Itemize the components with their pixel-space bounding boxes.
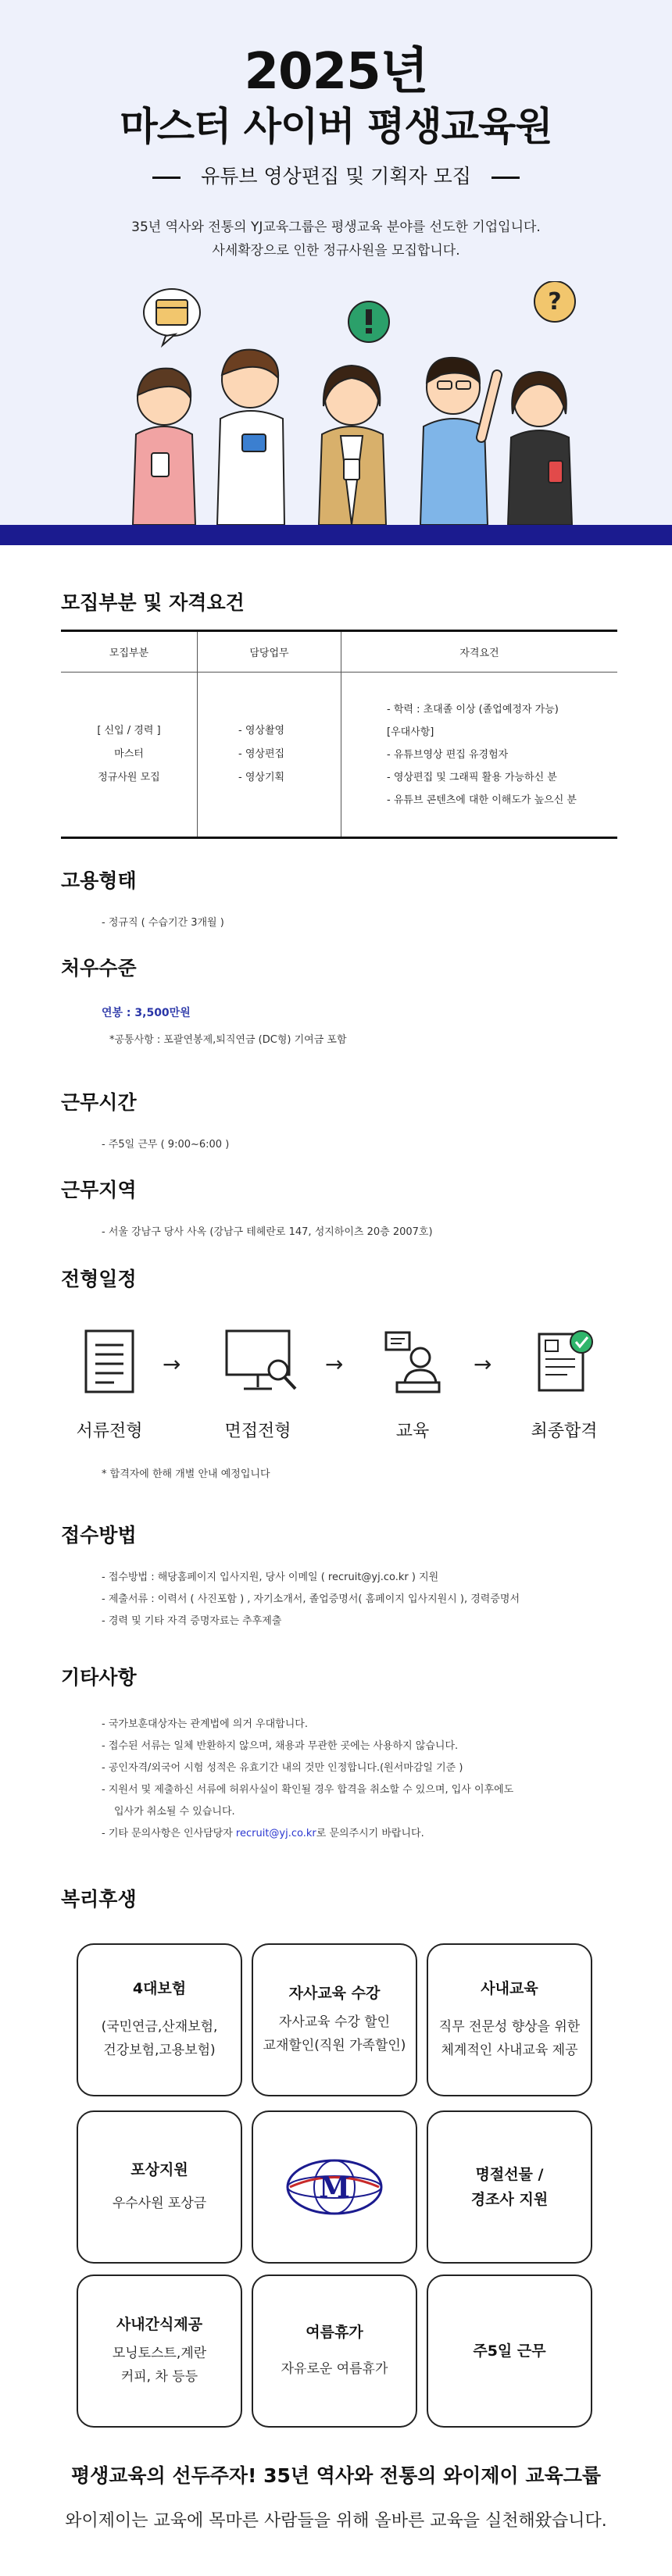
duty-item: - 영상촬영 xyxy=(238,725,285,737)
svg-text:?: ? xyxy=(548,288,562,316)
step-label-final: 최종합격 xyxy=(531,1422,598,1441)
division-line: [ 신입 / 경력 ] xyxy=(97,725,161,737)
document-icon xyxy=(78,1326,141,1397)
step-label-interview: 면접전형 xyxy=(224,1422,291,1441)
misc-line: - 국가보훈대상자는 관계법에 의거 우대합니다. xyxy=(102,1718,308,1730)
benefit-text-line: (국민연금,산재보험, xyxy=(101,2019,218,2035)
section-title-location: 근무지역 xyxy=(61,1179,137,1201)
table-header-cell: 자격요건 xyxy=(459,648,499,659)
benefit-title-line: 명절선물 / xyxy=(475,2166,544,2183)
process-arrow: → xyxy=(474,1351,492,1377)
location-text: - 서울 강남구 당사 사옥 (강남구 테헤란로 147, 성지하이츠 20층 2007호) xyxy=(102,1226,433,1238)
benefit-title: 포상지원 xyxy=(130,2161,188,2178)
division-cell xyxy=(61,673,198,837)
person-1 xyxy=(133,369,195,525)
footer-headline: 평생교육의 선두주자! 35년 역사와 전통의 와이제이 교육그룹 xyxy=(70,2464,601,2487)
hero-subtitle-text: 유튜브 영상편집 및 기획자 모집 xyxy=(201,165,471,187)
benefit-text-line: 교재할인(직원 가족할인) xyxy=(263,2038,406,2053)
person-4 xyxy=(420,358,497,525)
exclamation-bubble-icon xyxy=(349,301,389,342)
benefit-text xyxy=(113,2342,206,2389)
benefit-card-holiday xyxy=(427,2110,592,2264)
step-label-training: 교육 xyxy=(395,1422,430,1441)
section-title-employment: 고용형태 xyxy=(61,869,137,892)
benefit-text-line: 커피, 차 등등 xyxy=(120,2369,198,2385)
benefit-text-line: 모닝토스트,계란 xyxy=(112,2346,207,2361)
apply-line: - 제출서류 : 이력서 ( 사진포함 ) , 자기소개서, 졸업증명서( 홈페이지 입사지원시 ), 경력증명서 xyxy=(102,1593,520,1605)
benefit-title: 여름휴가 xyxy=(306,2324,363,2341)
benefit-card-five-day xyxy=(427,2275,592,2428)
benefit-text-line: 자사교육 수강 할인 xyxy=(278,2014,391,2030)
hero-description xyxy=(0,216,672,262)
person-5 xyxy=(508,372,572,525)
misc-contact-suffix: 로 문의주시기 바랍니다. xyxy=(316,1828,424,1839)
person-2 xyxy=(217,350,284,525)
duties-cell xyxy=(198,673,341,837)
benefit-text-line: 직무 전문성 향상을 위한 xyxy=(438,2019,581,2035)
benefit-text xyxy=(263,2010,406,2057)
section-title-hours: 근무시간 xyxy=(61,1091,137,1114)
benefit-text-line: 체계적인 사내교육 제공 xyxy=(441,2043,578,2058)
requirement-item: [우대사항] xyxy=(387,726,434,738)
requirements-cell xyxy=(341,673,617,837)
salary-note: *공통사항 : 포괄연봉제,퇴직연금 (DC형) 기여금 포함 xyxy=(109,1034,347,1046)
benefit-text: 우수사원 포상금 xyxy=(112,2196,207,2211)
certificate-check-icon xyxy=(533,1326,595,1397)
misc-contact-prefix: - 기타 문의사항은 인사담당자 xyxy=(102,1828,236,1839)
process-arrow: → xyxy=(163,1351,181,1377)
calendar-bubble-icon xyxy=(144,289,200,345)
hero-org-title: 마스터 사이버 평생교육원 xyxy=(120,104,552,149)
dash-right xyxy=(491,177,520,179)
apply-line: - 접수방법 : 해당홈페이지 입사지원, 당사 이메일 ( recruit@yj.co.kr ) 지원 xyxy=(102,1572,439,1583)
table-header-cell: 모집부분 xyxy=(61,632,198,672)
requirement-item: - 유튜브영상 편집 유경험자 xyxy=(387,748,509,761)
section-title-benefits: 복리후생 xyxy=(61,1888,137,1911)
logo-letter: M xyxy=(319,2171,350,2204)
misc-line: 입사가 취소될 수 있습니다. xyxy=(114,1806,235,1818)
misc-line: - 접수된 서류는 일체 반환하지 않으며, 채용과 무관한 곳에는 사용하지 않습니다. xyxy=(102,1740,459,1752)
hero-year: 2025년 xyxy=(244,43,428,101)
benefit-card-training xyxy=(427,1943,592,2096)
section-title-recruit: 모집부분 및 자격요건 xyxy=(61,591,245,614)
section-title-misc: 기타사항 xyxy=(61,1666,137,1689)
hero-desc-line-1: 35년 역사와 전통의 YJ교육그룹은 평생교육 분야를 선도한 기업입니다. xyxy=(131,219,541,235)
misc-line: - 지원서 및 제출하신 서류에 허위사실이 확인될 경우 합격을 취소할 수 있으며, 입사 이후에도 xyxy=(102,1784,514,1796)
misc-line: - 공인자격/외국어 시험 성적은 유효기간 내의 것만 인정합니다.(원서마감일 기준 ) xyxy=(102,1762,463,1774)
contact-email-link[interactable]: recruit@yj.co.kr xyxy=(235,1828,316,1839)
table-header-cell: 담당업무 xyxy=(198,632,341,672)
dash-left xyxy=(152,177,181,179)
benefit-text-line: 건강보험,고용보험) xyxy=(103,2043,216,2058)
table-row xyxy=(61,673,617,837)
hero-banner xyxy=(0,0,672,525)
benefit-card-reward xyxy=(77,2110,242,2264)
benefit-title: 주5일 근무 xyxy=(473,2342,546,2360)
hero-desc-line-2: 사세확장으로 인한 정규사원을 모집합니다. xyxy=(212,243,460,259)
table-header-row xyxy=(61,632,617,673)
question-bubble-icon xyxy=(534,281,575,322)
process-arrow: → xyxy=(325,1351,344,1377)
requirement-item: - 학력 : 초대졸 이상 (졸업예정자 가능) xyxy=(387,703,559,715)
hero-subtitle xyxy=(0,161,672,189)
company-logo xyxy=(284,2152,385,2222)
benefit-card-snack xyxy=(77,2275,242,2428)
benefit-title: 사내간식제공 xyxy=(116,2316,203,2333)
lecture-icon xyxy=(381,1326,444,1397)
requirement-item: - 영상편집 및 그래픽 활용 가능하신 분 xyxy=(387,771,557,783)
benefit-title: 자사교육 수강 xyxy=(288,1985,381,2002)
apply-line: - 경력 및 기타 자격 증명자료는 추후제출 xyxy=(102,1615,282,1627)
benefit-text: 자유로운 여름휴가 xyxy=(281,2361,388,2377)
employment-text: - 정규직 ( 수습기간 3개월 ) xyxy=(102,917,224,929)
benefit-card-vacation xyxy=(252,2275,417,2428)
duty-item: - 영상편집 xyxy=(238,748,285,760)
benefit-card-logo xyxy=(252,2110,417,2264)
duty-item: - 영상기획 xyxy=(238,772,285,783)
hero-accent-bar xyxy=(0,525,672,545)
people-illustration xyxy=(117,281,586,525)
misc-contact-line xyxy=(102,1825,424,1839)
benefit-card-course xyxy=(252,1943,417,2096)
benefit-text xyxy=(102,2015,218,2062)
section-title-process: 전형일정 xyxy=(61,1268,137,1290)
process-note: * 합격자에 한해 개별 안내 예정입니다 xyxy=(102,1468,270,1480)
benefit-text xyxy=(439,2015,580,2062)
requirement-item: - 유튜브 콘텐츠에 대한 이해도가 높으신 분 xyxy=(387,794,577,806)
step-label-documents: 서류전형 xyxy=(76,1422,143,1441)
footer-text: 와이제이는 교육에 목마른 사람들을 위해 올바른 교육을 실천해왔습니다. xyxy=(65,2511,607,2531)
benefit-title: 4대보험 xyxy=(132,1980,187,1997)
section-title-salary: 처우수준 xyxy=(61,957,137,979)
hours-text: - 주5일 근무 ( 9:00~6:00 ) xyxy=(102,1139,230,1151)
salary-amount: 연봉 : 3,500만원 xyxy=(102,1007,191,1019)
division-line: 정규사원 모집 xyxy=(98,772,160,783)
benefit-card-insurance xyxy=(77,1943,242,2096)
person-3 xyxy=(319,366,386,525)
benefit-title: 사내교육 xyxy=(481,1980,538,1997)
monitor-search-icon xyxy=(223,1326,298,1397)
benefit-title-line: 경조사 지원 xyxy=(470,2191,549,2208)
recruit-table xyxy=(61,630,617,839)
section-title-apply: 접수방법 xyxy=(61,1524,137,1547)
division-line: 마스터 xyxy=(114,748,144,760)
